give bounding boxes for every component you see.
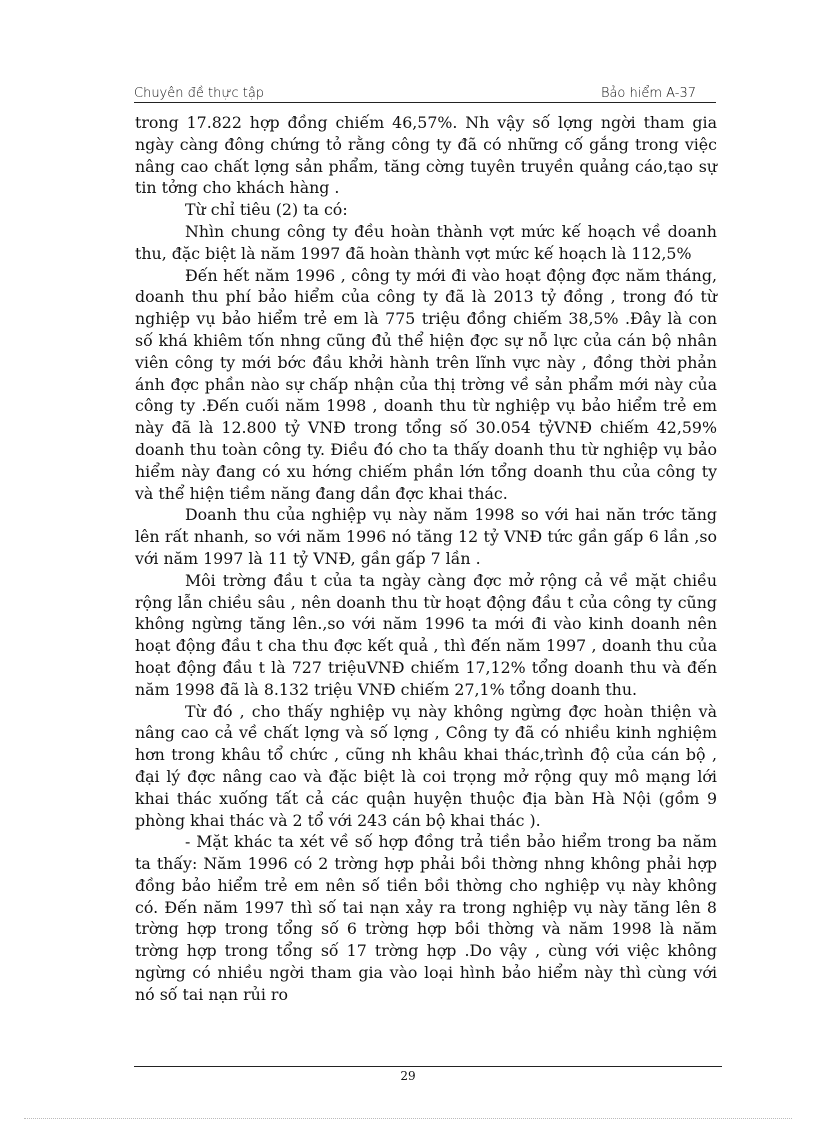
- paragraph: Nhìn chung công ty đều hoàn thành vợt mức kế hoạch về doanh thu, đặc biệt là năm 1997 đã hoàn thành vợt mức kế hoạch là 112,5%: [135, 221, 717, 263]
- paragraph: Doanh thu của nghiệp vụ này năm 1998 so với hai năn trớc tăng lên rất nhanh, so với năm 1996 nó tăng 12 tỷ VNĐ tức gần gấp 6 lần ,so với năm 1997 là 11 tỷ VNĐ, gần gấp 7 lần .: [135, 505, 717, 568]
- footer-rule: [134, 1066, 722, 1067]
- paragraph: Từ đó , cho thấy nghiệp vụ này không ngừng đợc hoàn thiện và nâng cao cả về chất lợng và số lợng , Công ty đã có nhiều kinh nghiệm hơn trong khâu tổ chức , cũng nh khâu khai thác,trình độ của cán bộ , đại lý đợc nâng cao và đặc biệt là coi trọng mở rộng quy mô mạng lới khai thác xuống tất cả các quận huyện thuộc địa bàn Hà Nội (gồm 9 phòng khai thác và 2 tổ với 243 cán bộ khai thác ).: [135, 701, 717, 830]
- page-number: 29: [400, 1069, 416, 1083]
- paragraph: trong 17.822 hợp đồng chiếm 46,57%. Nh vậy số lợng ngời tham gia ngày càng đông chứng tỏ rằng công ty đã có những cố gắng trong việc nâng cao chất lợng sản phẩm, tăng cờng tuyên truyền quảng cáo,tạo sự tin tởng cho khách hàng .: [135, 113, 717, 198]
- paragraph: Môi trờng đầu t của ta ngày càng đợc mở rộng cả về mặt chiều rộng lẫn chiều sâu , nên doanh thu từ hoạt động đầu t của công ty cũng không ngừng tăng lên.,so với năm 1996 ta mới đi vào kinh doanh nên hoạt động đầu t cha thu đợc kết quả , thì đến năm 1997 , doanh thu của hoạt động đầu t là 727 triệuVNĐ chiếm 17,12% tổng doanh thu và đến năm 1998 đã là 8.132 triệu VNĐ chiếm 27,1% tổng doanh thu.: [135, 570, 717, 699]
- body-text: [135, 112, 717, 1006]
- paragraph: Từ chỉ tiêu (2) ta có:: [185, 200, 348, 220]
- page-bottom-divider: [24, 1118, 792, 1119]
- paragraph: - Mặt khác ta xét về số hợp đồng trả tiền bảo hiểm trong ba năm ta thấy: Năm 1996 có 2 trờng hợp phải bồi thờng nhng không phải hợp đồng bảo hiểm trẻ em nên số tiền bồi thờng cho nghiệp vụ này không có. Đến năm 1997 thì số tai nạn xảy ra trong nghiệp vụ này tăng lên 8 trờng hợp trong tổng số 6 trờng hợp bồi thờng và năm 1998 là năm trờng hợp trong tổng số 17 trờng hợp .Do vậy , cùng với việc không ngừng có nhiều ngời tham gia vào loại hình bảo hiểm này thì cùng với nó số tai nạn rủi ro: [135, 832, 717, 1004]
- header-title: Chuyên đề thực tập: [134, 86, 265, 101]
- header-code: Bảo hiểm A-37: [600, 86, 696, 101]
- paragraph: Đến hết năm 1996 , công ty mới đi vào hoạt động đợc năm tháng, doanh thu phí bảo hiểm của công ty đã là 2013 tỷ đồng , trong đó từ nghiệp vụ bảo hiểm trẻ em là 775 triệu đồng chiếm 38,5% .Đây là con số khá khiêm tốn nhng cũng đủ thể hiện đợc sự nỗ lực của cán bộ nhân viên công ty mới bớc đầu khởi hành trên lĩnh vực này , đồng thời phản ánh đợc phần nào sự chấp nhận của thị trờng về sản phẩm mới này của công ty .Đến cuối năm 1998 , doanh thu từ nghiệp vụ bảo hiểm trẻ em này đã là 12.800 tỷ VNĐ trong tổng số 30.054 tỷVNĐ chiếm 42,59% doanh thu toàn công ty. Điều đó cho ta thấy doanh thu từ nghiệp vụ bảo hiểm này đang có xu hớng chiếm phần lớn tổng doanh thu của công ty và thể hiện tiềm năng đang dần đợc khai thác.: [135, 265, 717, 503]
- page-header: [134, 82, 716, 103]
